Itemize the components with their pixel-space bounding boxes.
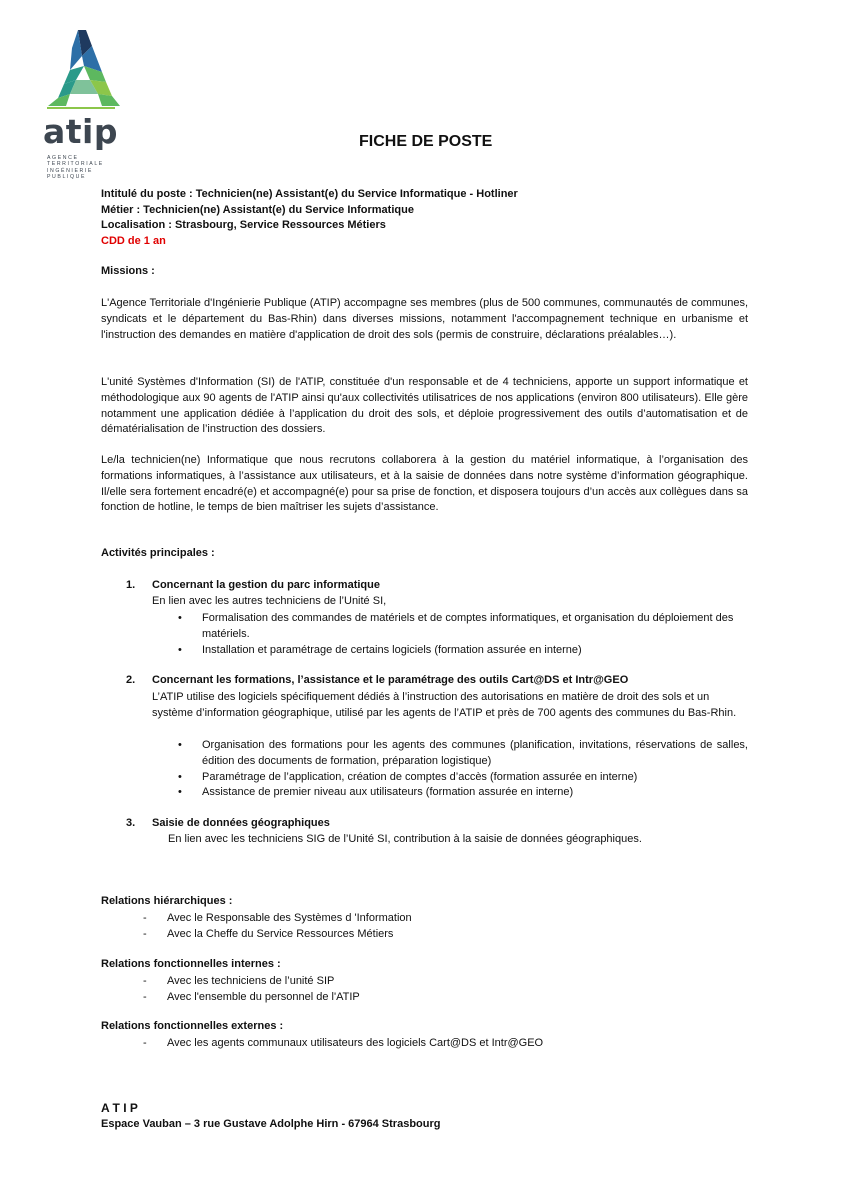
- atip-logo-name: atip: [43, 112, 118, 151]
- job-location-line: Localisation : Strasbourg, Service Ressources Métiers: [101, 219, 386, 231]
- list-item-text: Formalisation des commandes de matériels et de comptes informatiques, et organisation du déploiement des matériels.: [202, 612, 734, 640]
- bullet-icon: •: [178, 739, 182, 751]
- list-item: [178, 785, 748, 801]
- list-item: [178, 611, 748, 643]
- relations-heading: Relations fonctionnelles internes :: [101, 958, 281, 970]
- atip-logo-mark-icon: [40, 26, 130, 108]
- tagline-line: AGENCE: [47, 155, 79, 161]
- list-item-text: Assistance de premier niveau aux utilisateurs (formation assurée en interne): [202, 786, 574, 799]
- job-title-line: Intitulé du poste : Technicien(ne) Assistant(e) du Service Informatique - Hotliner: [101, 188, 518, 200]
- list-item-text: Avec le Responsable des Systèmes d 'Information: [167, 912, 412, 924]
- bullet-icon: •: [178, 770, 182, 783]
- dash-icon: -: [143, 975, 147, 987]
- bullet-icon: •: [178, 643, 182, 656]
- job-metier-line: Métier : Technicien(ne) Assistant(e) du Service Informatique: [101, 203, 414, 216]
- missions-paragraph: L'unité Systèmes d'Information (SI) de l'ATIP, constituée d'un responsable et de 4 techniciens, apporte un support informatique et méthodologique aux 90 agents de l'ATIP ainsi qu'aux collectivités utilisatrices de nos applications (environ 800 utilisateurs). Elle gère notamment une application dédiée à l’application du droit des sols, et déploie progressivement des outils d’automatisation et de dématérialisation de l’instruction des dossiers.: [101, 376, 748, 436]
- list-item: [143, 927, 643, 943]
- job-header: [101, 187, 761, 249]
- missions-paragraph: Le/la technicien(ne) Informatique que nous recrutons collaborera à la gestion du matériel informatique, à l’organisation des formations informatiques, à l’assistance aux utilisateurs, et à la saisie de données dans notre système d’information géographique. Il/elle sera fortement encadré(e) et accompagné(e) pour sa prise de fonction, et disposera toujours d’un accès aux collègues dans sa fonction de hotline, le temps de bien maîtriser les sujets d’assistance.: [101, 454, 748, 514]
- list-item: [143, 911, 643, 927]
- tagline-line: PUBLIQUE: [47, 174, 87, 181]
- section-title: Concernant les formations, l’assistance et le paramétrage des outils Cart@DS et Intr@GEO: [152, 674, 629, 686]
- list-item: [178, 738, 748, 770]
- dash-icon: -: [143, 990, 147, 1003]
- section-number: 1.: [126, 579, 136, 591]
- list-item-text: Installation et paramétrage de certains logiciels (formation assurée en interne): [202, 643, 582, 656]
- activities-heading: Activités principales :: [101, 547, 215, 559]
- page-title: FICHE DE POSTE: [359, 133, 493, 150]
- section-intro: En lien avec les autres techniciens de l’Unité SI,: [152, 595, 387, 607]
- relations-heading: Relations fonctionnelles externes :: [101, 1020, 284, 1032]
- section-number: 3.: [126, 817, 136, 829]
- footer-org: A T I P: [101, 1101, 138, 1115]
- dash-icon: -: [143, 1037, 147, 1049]
- list-item-text: Avec l'ensemble du personnel de l'ATIP: [167, 990, 360, 1003]
- section-bullets: [178, 738, 748, 801]
- section-bullets: [178, 611, 748, 658]
- list-item: [143, 1036, 703, 1052]
- bullet-icon: •: [178, 786, 182, 799]
- relations-heading: Relations hiérarchiques :: [101, 895, 233, 907]
- atip-logo: [38, 26, 130, 182]
- section-intro: L’ATIP utilise des logiciels spécifiquement dédiés à l’instruction des autorisations en matière de droit des sols et un système d’information géographique, utilisé par les agents de l’ATIP et près de 700 agents des communes du Bas-Rhin.: [152, 691, 737, 719]
- relations-list: [143, 1036, 703, 1052]
- list-item: [143, 974, 643, 990]
- dash-icon: -: [143, 927, 147, 940]
- missions-paragraph: L'Agence Territoriale d'Ingénierie Publique (ATIP) accompagne ses membres (plus de 500 communes, communautés de communes, syndicats et le département du Bas-Rhin) dans diverses missions, notamment l'accompagnement technique en urbanisme et l'instruction des demandes en matière d'application de droit des sols (permis de construire, déclarations préalables…).: [101, 297, 748, 341]
- list-item-text: Avec les agents communaux utilisateurs des logiciels Cart@DS et Intr@GEO: [167, 1037, 544, 1049]
- atip-logo-divider: [47, 107, 115, 109]
- list-item: [143, 990, 643, 1006]
- list-item-text: Avec la Cheffe du Service Ressources Métiers: [167, 927, 394, 940]
- section-number: 2.: [126, 674, 136, 686]
- list-item: [178, 643, 748, 659]
- section-title: Saisie de données géographiques: [152, 817, 330, 829]
- tagline-line: TERRITORIALE: [47, 161, 104, 168]
- bullet-icon: •: [178, 612, 182, 624]
- list-item-text: Organisation des formations pour les agents des communes (planification, invitations, réservations de salles, édition des documents de formation, préparation logistique): [202, 739, 748, 767]
- missions-heading: Missions :: [101, 265, 155, 277]
- relations-list: [143, 911, 643, 943]
- dash-icon: -: [143, 912, 147, 924]
- contract-type: CDD de 1 an: [101, 234, 166, 247]
- list-item-text: Avec les techniciens de l’unité SIP: [167, 975, 335, 987]
- list-item-text: Paramétrage de l’application, création de comptes d’accès (formation assurée en interne): [202, 770, 638, 783]
- section-title: Concernant la gestion du parc informatique: [152, 579, 380, 591]
- section-intro: En lien avec les techniciens SIG de l’Unité SI, contribution à la saisie de données géographiques.: [168, 833, 642, 845]
- relations-list: [143, 974, 643, 1006]
- list-item: [178, 770, 748, 786]
- footer-address: Espace Vauban – 3 rue Gustave Adolphe Hirn - 67964 Strasbourg: [101, 1118, 441, 1130]
- tagline-line: INGÉNIERIE: [47, 167, 93, 174]
- atip-logo-tagline: [47, 155, 104, 181]
